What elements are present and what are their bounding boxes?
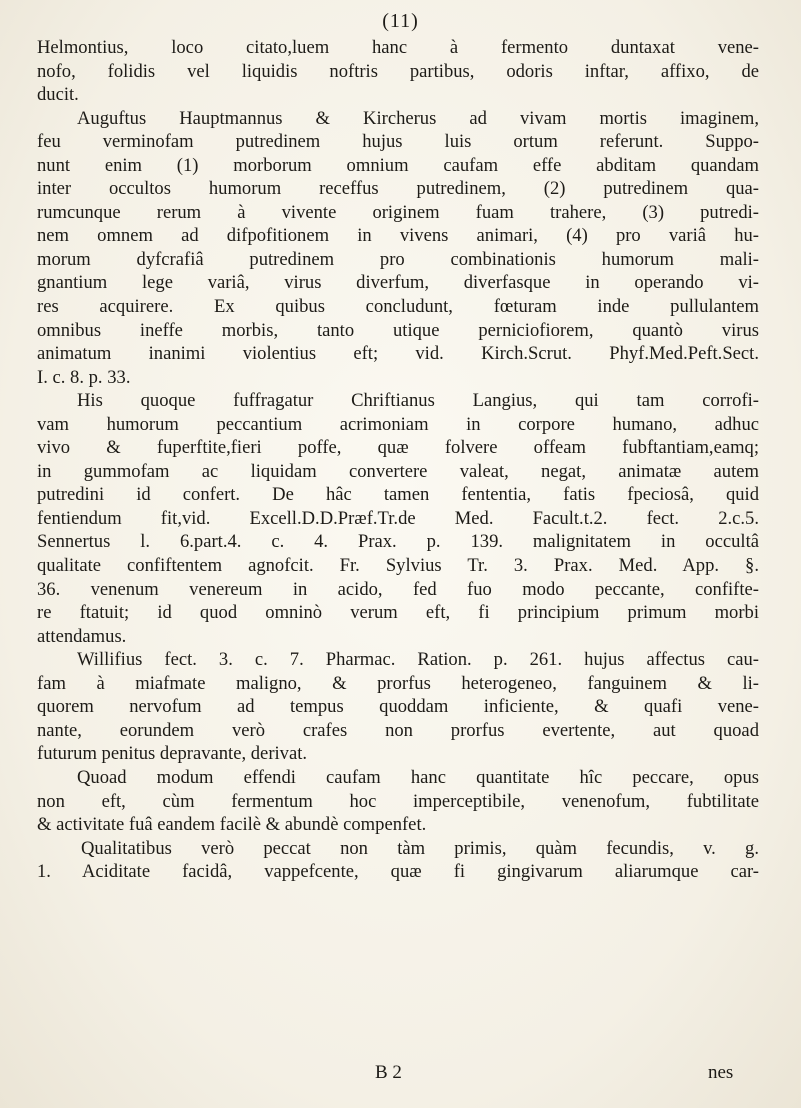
text-line: I. c. 8. p. 33. — [37, 366, 131, 388]
text-line: animatum inanimi violentius eft; vid. Kirch.Scrut. Phyf.Med.Peft.Sect. — [37, 343, 759, 365]
text-line: in gummofam ac liquidam convertere valeat, negat, animatæ autem — [37, 460, 759, 482]
text-line: 36. venenum venereum in acido, fed fuo modo peccante, confifte- — [37, 578, 759, 600]
text-line: ducit. — [37, 84, 79, 106]
text-line: rumcunque rerum à vivente originem fuam trahere, (3) putredi- — [37, 201, 759, 223]
text-line: Auguftus Hauptmannus & Kircherus ad vivam mortis imaginem, — [77, 107, 759, 129]
text-line: omnibus ineffe morbis, tanto utique perniciofiorem, quantò virus — [37, 319, 759, 341]
page-number: (11) — [382, 10, 419, 32]
text-line: vivo & fuperftite,fieri poffe, quæ folvere offeam fubftantiam,eamq; — [37, 437, 759, 459]
text-line: His quoque fuffragatur Chriftianus Langius, qui tam corrofi- — [77, 390, 759, 412]
text-line: vam humorum peccantium acrimoniam in corpore humano, adhuc — [37, 413, 759, 435]
text-line: Willifius fect. 3. c. 7. Pharmac. Ration. p. 261. hujus affectus cau- — [77, 649, 759, 671]
text-line: qualitate confiftentem agnofcit. Fr. Sylvius Tr. 3. Prax. Med. App. §. — [37, 555, 759, 577]
text-line: attendamus. — [37, 625, 127, 647]
text-line: Helmontius, loco citato,luem hanc à fermento duntaxat vene- — [37, 37, 759, 58]
text-line: futurum penitus depravante, derivat. — [37, 743, 308, 765]
catchword: nes — [708, 1062, 734, 1083]
text-line: gnantium lege variâ, virus diverfum, diverfasque in operando vi- — [37, 272, 759, 294]
text-line: morum dyfcrafiâ putredinem pro combinationis humorum mali- — [37, 248, 759, 270]
text-line: nem omnem ad difpofitionem in vivens animari, (4) pro variâ hu- — [37, 225, 759, 247]
signature-mark: B 2 — [375, 1062, 402, 1083]
text-line: Quoad modum effendi caufam hanc quantitate hîc peccare, opus — [77, 766, 759, 788]
text-line: res acquirere. Ex quibus concludunt, fœturam inde pullulantem — [37, 296, 759, 318]
text-line: nofo, folidis vel liquidis noftris partibus, odoris inftar, affixo, de — [37, 60, 759, 82]
text-line: fam à miafmate maligno, & prorfus heterogeneo, fanguinem & li- — [37, 672, 759, 694]
text-line: feu verminofam putredinem hujus luis ortum referunt. Suppo- — [37, 131, 759, 153]
text-line: quorem nervofum ad tempus quoddam inficiente, & quafi vene- — [37, 696, 759, 718]
text-line: non eft, cùm fermentum hoc imperceptibile, venenofum, fubtilitate — [37, 790, 759, 812]
text-line: nante, eorundem verò crafes non prorfus evertente, aut quoad — [37, 719, 759, 741]
text-line: fentiendum fit,vid. Excell.D.D.Præf.Tr.de Med. Facult.t.2. fect. 2.c.5. — [37, 507, 759, 529]
text-line: Qualitatibus verò peccat non tàm primis, quàm fecundis, v. g. — [81, 837, 759, 859]
text-line: inter occultos humorum receffus putredinem, (2) putredinem qua- — [37, 178, 759, 200]
body-text — [37, 36, 759, 884]
text-line: Sennertus l. 6.part.4. c. 4. Prax. p. 139. malignitatem in occultâ — [37, 531, 759, 553]
text-line: 1. Aciditate facidâ, vappefcente, quæ fi gingivarum aliarumque car- — [37, 861, 759, 883]
text-line: nunt enim (1) morborum omnium caufam effe abditam quandam — [37, 154, 759, 176]
text-line: putredini id confert. De hâc tamen fententia, fatis fpeciosâ, quid — [37, 484, 759, 506]
text-line: & activitate fuâ eandem facilè & abundè compenfet. — [37, 814, 427, 836]
text-line: re ftatuit; id quod omninò verum eft, fi principium primum morbi — [37, 602, 759, 624]
